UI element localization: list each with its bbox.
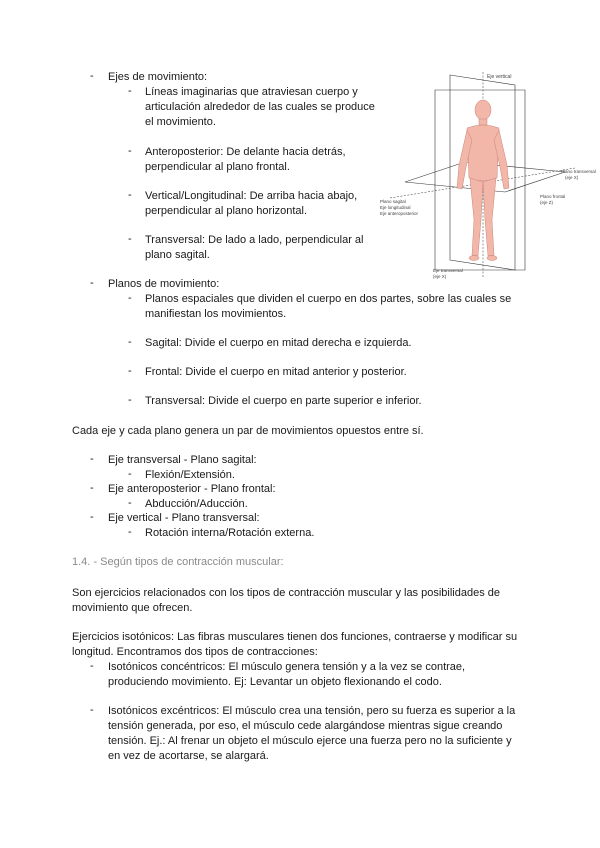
figure-label-right-low-1: Plano frontal [540, 194, 566, 199]
bullet-dash: - [90, 660, 94, 672]
figure-label-right-low-2: (eje Z) [540, 200, 554, 205]
anatomical-planes-figure [375, 70, 596, 285]
bullet-dash: - [128, 292, 132, 304]
figure-label-left-2: Eje longitudinal [380, 205, 411, 210]
pairs-intro: Cada eje y cada plano genera un par de movimientos opuestos entre sí. [72, 425, 424, 437]
planos-intro-2: manifiestan los movimientos. [145, 308, 287, 320]
eccentric-line-4: en vez de acortarse, se alargará. [108, 750, 269, 762]
bullet-dash: - [90, 453, 94, 465]
bullet-dash: - [90, 704, 94, 716]
para1-line-1: Son ejercicios relacionados con los tipos de contracción muscular y las posibilidades de [72, 587, 501, 599]
figure-label-left-1: Plano sagital [380, 199, 406, 204]
bullet-dash: - [128, 394, 132, 406]
bullet-dash: - [128, 145, 132, 157]
concentric-line-2: produciendo movimiento. Ej: Levantar un objeto flexionando el codo. [108, 676, 442, 688]
figure-label-top: Eje vertical [487, 74, 512, 80]
eccentric-line-2: tensión generada, por eso, el músculo cede alargándose mientras sigue creando [108, 720, 503, 732]
eje-anteroposterior-1: Anteroposterior: De delante hacia detrás, [145, 146, 346, 158]
bullet-dash: - [90, 482, 94, 494]
bullet-dash: - [90, 277, 94, 289]
pair-movement-3: Rotación interna/Rotación externa. [145, 527, 315, 539]
plano-frontal: Frontal: Divide el cuerpo en mitad anterior y posterior. [145, 366, 407, 378]
ejes-intro-1: Líneas imaginarias que atraviesan cuerpo y [145, 86, 358, 98]
para1-line-2: movimiento que ofrecen. [72, 602, 193, 614]
figure-label-right-2: (eje X) [565, 175, 579, 180]
eje-vertical-2: perpendicular al plano horizontal. [145, 205, 308, 217]
pair-axis-3: Eje vertical - Plano transversal: [108, 512, 260, 524]
figure-label-right-1: Plano transversal [561, 169, 596, 174]
bullet-dash: - [128, 85, 132, 97]
plano-transversal: Transversal: Divide el cuerpo en parte superior e inferior. [145, 395, 422, 407]
concentric-line-1: Isotónicos concéntricos: El músculo genera tensión y a la vez se contrae, [108, 661, 466, 673]
bullet-dash: - [128, 526, 132, 538]
human-figure [457, 100, 509, 261]
eje-vertical-1: Vertical/Longitudinal: De arriba hacia abajo, [145, 190, 358, 202]
figure-label-bottom-2: (eje X) [433, 274, 447, 279]
planos-title: Planos de movimiento: [108, 278, 220, 290]
plano-sagital: Sagital: Divide el cuerpo en mitad derecha e izquierda. [145, 337, 412, 349]
pair-axis-1: Eje transversal - Plano sagital: [108, 454, 257, 466]
bullet-dash: - [90, 511, 94, 523]
bullet-dash: - [128, 189, 132, 201]
figure-label-bottom-1: Eje transversal [433, 268, 463, 273]
eje-transversal-1: Transversal: De lado a lado, perpendicular al [145, 234, 364, 246]
ejes-title: Ejes de movimiento: [108, 71, 208, 83]
ejes-intro-2: articulación alrededor de las cuales se produce [145, 101, 375, 113]
eccentric-line-3: tensión. Ej.: Al frenar un objeto el músculo ejerce una fuerza pero no la suficiente y [108, 735, 512, 747]
figure-label-left-3: Eje anteroposterior [380, 211, 419, 216]
para2-line-2: longitud. Encontramos dos tipos de contracciones: [72, 646, 318, 658]
pair-movement-1: Flexión/Extensión. [145, 469, 235, 481]
bullet-dash: - [128, 233, 132, 245]
eje-anteroposterior-2: perpendicular al plano frontal. [145, 161, 290, 173]
ejes-intro-3: el movimiento. [145, 116, 216, 128]
eccentric-line-1: Isotónicos excéntricos: El músculo crea una tensión, pero su fuerza es superior a la [108, 705, 516, 717]
pair-axis-2: Eje anteroposterior - Plano frontal: [108, 483, 276, 495]
bullet-dash: - [128, 468, 132, 480]
bullet-dash: - [90, 70, 94, 82]
eje-transversal-2: plano sagital. [145, 249, 210, 261]
para2-line-1: Ejercicios isotónicos: Las fibras musculares tienen dos funciones, contraerse y modificar su [72, 631, 518, 643]
planos-intro-1: Planos espaciales que dividen el cuerpo en dos partes, sobre las cuales se [145, 293, 512, 305]
bullet-dash: - [128, 336, 132, 348]
section-heading: 1.4. - Según tipos de contracción muscular: [72, 556, 284, 568]
pair-movement-2: Abducción/Aducción. [145, 498, 248, 510]
bullet-dash: - [128, 497, 132, 509]
bullet-dash: - [128, 365, 132, 377]
